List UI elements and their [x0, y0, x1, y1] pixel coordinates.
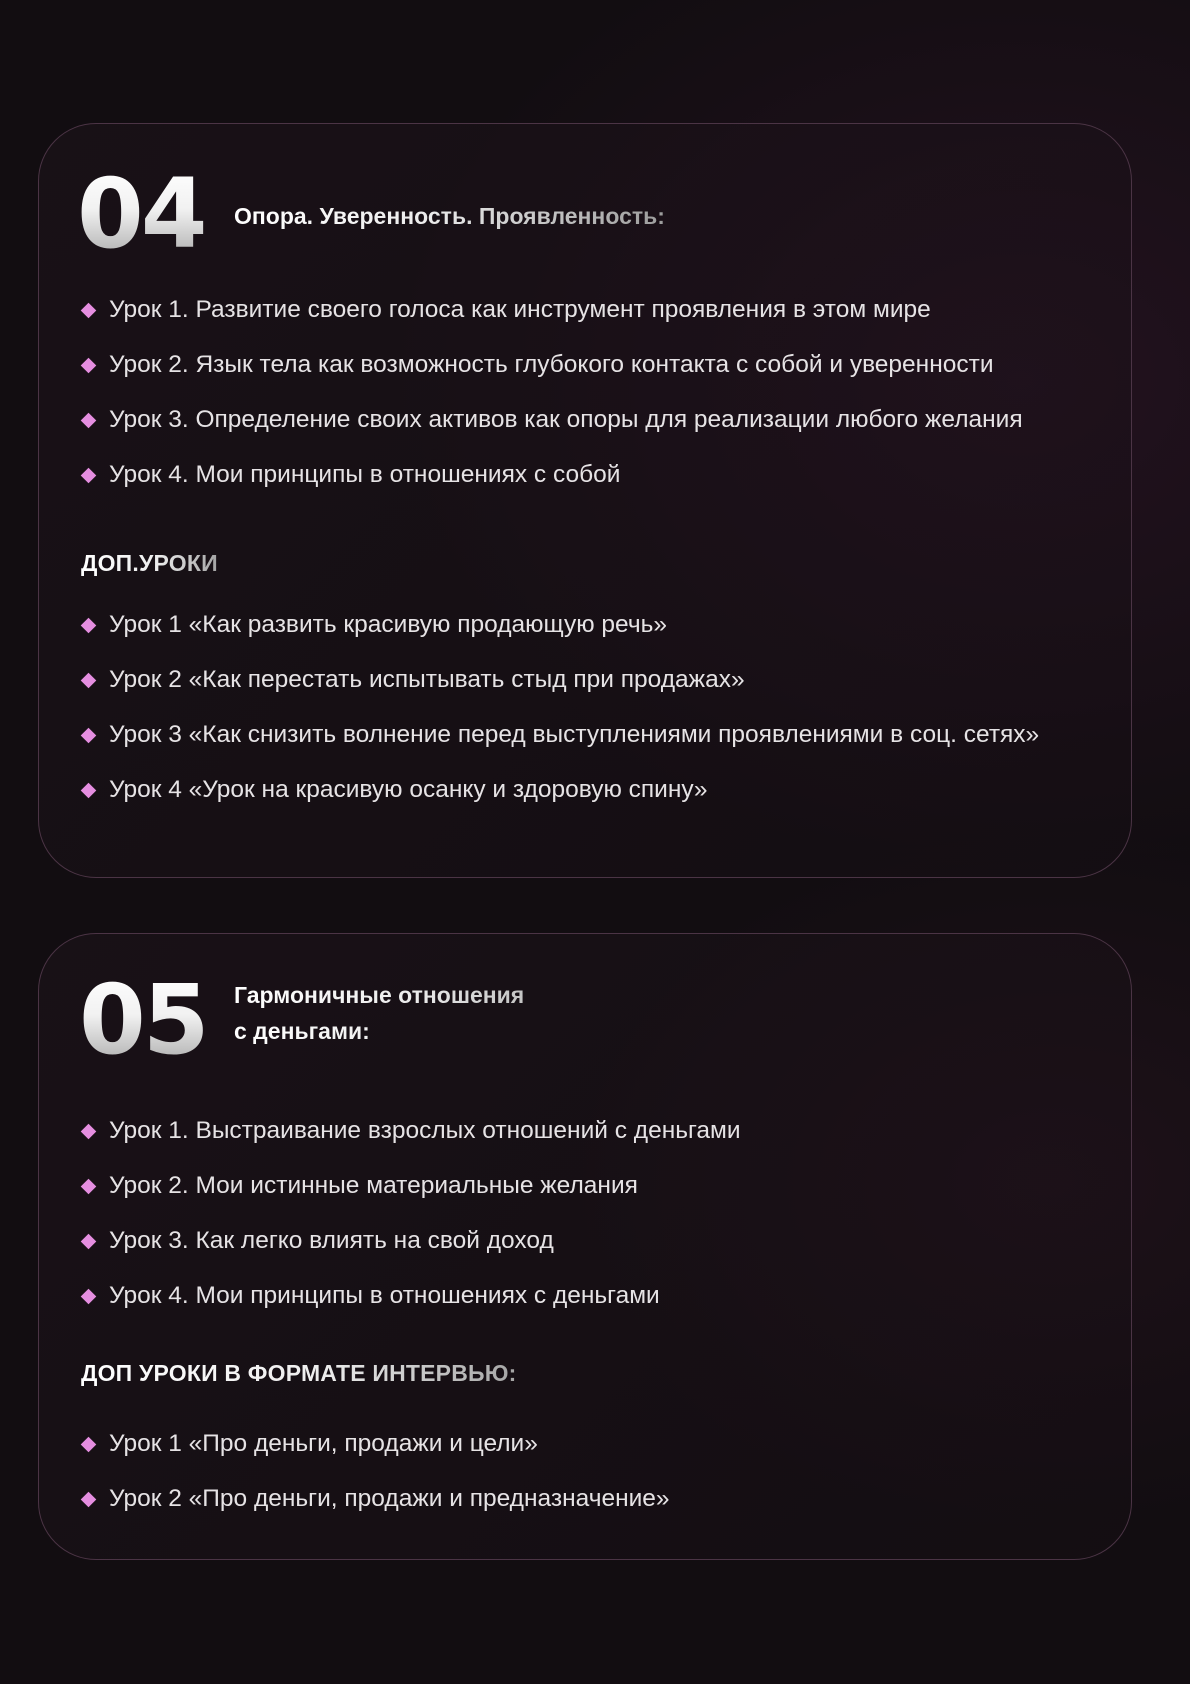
lesson-text: Урок 3 «Как снизить волнение перед выступлениями проявлениями в соц. сетях»: [109, 721, 1040, 748]
module-05-title: [234, 977, 634, 1049]
module-05-extra-heading: ДОП УРОКИ В ФОРМАТЕ ИНТЕРВЬЮ:: [81, 1360, 517, 1386]
lesson-text: Урок 1 «Про деньги, продажи и цели»: [109, 1430, 538, 1457]
module-05-card: [38, 933, 1132, 1560]
lesson-item: [81, 1103, 741, 1158]
module-04-extra-heading: ДОП.УРОКИ: [81, 550, 218, 576]
lesson-item: [81, 1268, 741, 1323]
extra-lesson-item: [81, 652, 1039, 707]
lesson-item: [81, 392, 1023, 447]
extra-lesson-item: [81, 762, 1039, 817]
extra-lesson-item: [81, 1471, 670, 1526]
lesson-text: Урок 3. Как легко влиять на свой доход: [109, 1227, 554, 1254]
lesson-item: [81, 1213, 741, 1268]
lesson-text: Урок 1. Выстраивание взрослых отношений с деньгами: [109, 1117, 741, 1144]
diamond-bullet-icon: [81, 303, 97, 319]
diamond-bullet-icon: [81, 1179, 97, 1195]
module-04-extra-list: [81, 597, 1039, 817]
diamond-bullet-icon: [81, 1289, 97, 1305]
lesson-item: [81, 282, 1023, 337]
diamond-bullet-icon: [81, 413, 97, 429]
diamond-bullet-icon: [81, 673, 97, 689]
lesson-text: Урок 2. Язык тела как возможность глубокого контакта с собой и уверенности: [109, 351, 994, 378]
lesson-text: Урок 3. Определение своих активов как опоры для реализации любого желания: [109, 406, 1023, 433]
diamond-bullet-icon: [81, 358, 97, 374]
module-04-lesson-list: [81, 282, 1023, 502]
lesson-text: Урок 4. Мои принципы в отношениях с деньгами: [109, 1282, 660, 1309]
diamond-bullet-icon: [81, 728, 97, 744]
lesson-item: [81, 1158, 741, 1213]
lesson-text: Урок 1. Развитие своего голоса как инструмент проявления в этом мире: [109, 296, 931, 323]
extra-lesson-item: [81, 597, 1039, 652]
module-05-number: 05: [79, 964, 207, 1076]
diamond-bullet-icon: [81, 618, 97, 634]
diamond-bullet-icon: [81, 783, 97, 799]
lesson-text: Урок 2 «Про деньги, продажи и предназначение»: [109, 1485, 670, 1512]
module-04-title: Опора. Уверенность. Проявленность:: [234, 198, 665, 234]
extra-lesson-item: [81, 707, 1039, 762]
diamond-bullet-icon: [81, 468, 97, 484]
lesson-text: Урок 4. Мои принципы в отношениях с собой: [109, 461, 621, 488]
diamond-bullet-icon: [81, 1124, 97, 1140]
diamond-bullet-icon: [81, 1437, 97, 1453]
diamond-bullet-icon: [81, 1234, 97, 1250]
lesson-text: Урок 2 «Как перестать испытывать стыд при продажах»: [109, 666, 745, 693]
lesson-text: Урок 1 «Как развить красивую продающую речь»: [109, 611, 667, 638]
diamond-bullet-icon: [81, 1492, 97, 1508]
module-05-title-line-1: Гармоничные отношения: [234, 982, 525, 1008]
lesson-text: Урок 4 «Урок на красивую осанку и здоровую спину»: [109, 776, 708, 803]
lesson-item: [81, 447, 1023, 502]
lesson-text: Урок 2. Мои истинные материальные желания: [109, 1172, 638, 1199]
module-04-number: 04: [77, 158, 205, 270]
module-05-title-line-2: с деньгами:: [234, 1018, 370, 1044]
module-05-extra-list: [81, 1416, 670, 1526]
extra-lesson-item: [81, 1416, 670, 1471]
module-04-card: [38, 123, 1132, 878]
lesson-item: [81, 337, 1023, 392]
module-05-lesson-list: [81, 1103, 741, 1323]
